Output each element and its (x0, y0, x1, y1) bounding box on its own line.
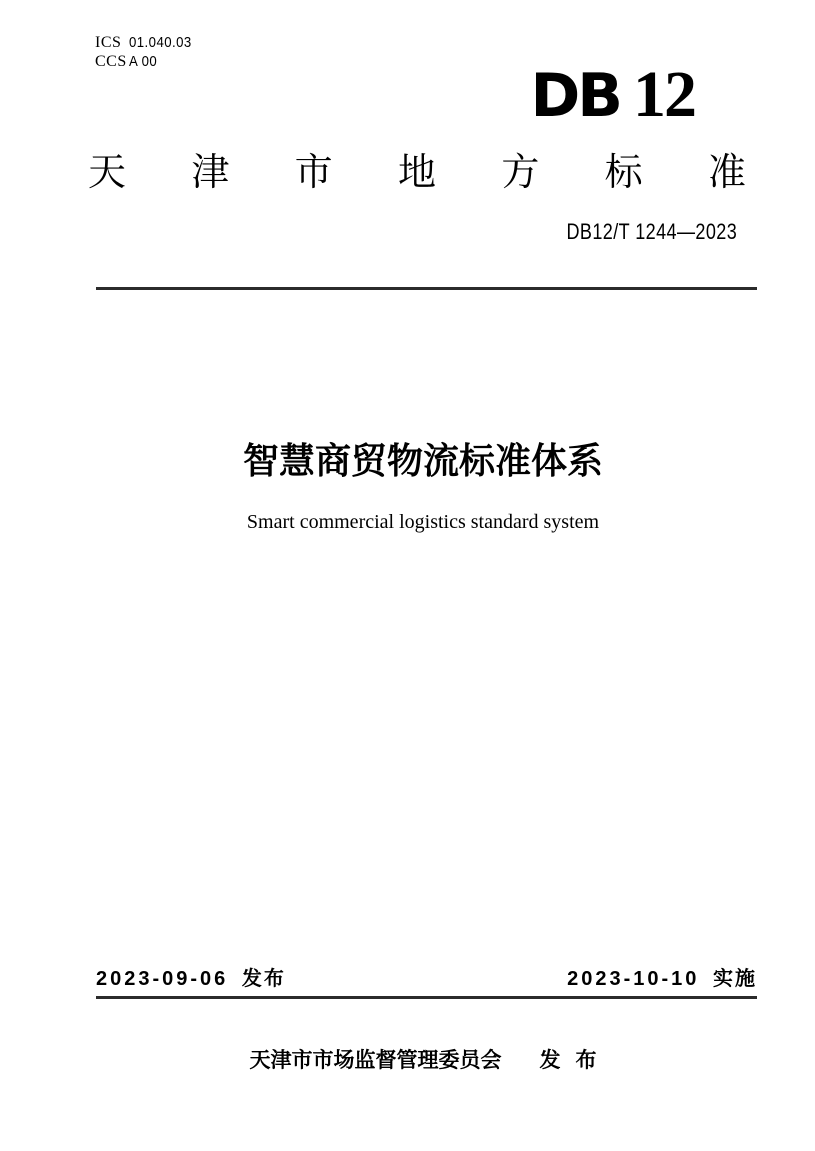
masthead-char: 津 (191, 152, 230, 194)
publish-action-char: 布 (575, 1049, 597, 1072)
ics-value: 01.040.03 (129, 34, 192, 51)
publisher-name: 天津市市场监督管理委员会 (249, 1049, 502, 1072)
dates-row (96, 967, 757, 991)
masthead-char: 标 (604, 152, 643, 194)
implement-date: 2023-10-10 (567, 968, 700, 990)
masthead-char: 准 (707, 152, 746, 194)
issue-date-group (96, 967, 286, 991)
ccs-value: A 00 (129, 53, 158, 70)
issue-label: 发布 (241, 968, 286, 990)
masthead-char: 天 (88, 152, 127, 194)
logo-db-text: DB (530, 61, 620, 131)
ics-code-row (95, 33, 200, 52)
masthead-char: 方 (501, 152, 540, 194)
bottom-rule-divider (96, 996, 757, 999)
ics-block (95, 33, 200, 71)
document-title-zh: 智慧商贸物流标准体系 (242, 440, 603, 481)
ccs-label: CCS (95, 53, 127, 70)
publish-action-char: 发 (539, 1049, 561, 1072)
logo-number-text: 12 (633, 58, 695, 131)
standard-number: DB12/T 1244—2023 (566, 219, 737, 244)
publisher-row (88, 1048, 758, 1073)
ics-label: ICS (95, 34, 122, 51)
masthead-title (88, 153, 746, 195)
issue-date: 2023-09-06 (96, 968, 229, 990)
db12-logo (530, 58, 695, 131)
implement-label: 实施 (713, 968, 757, 990)
ccs-code-row (95, 52, 200, 71)
top-rule-divider (96, 287, 757, 290)
document-title-en: Smart commercial logistics standard system (246, 511, 600, 533)
masthead-char: 市 (294, 152, 333, 194)
masthead-char: 地 (397, 152, 436, 194)
implement-date-group (567, 967, 757, 991)
